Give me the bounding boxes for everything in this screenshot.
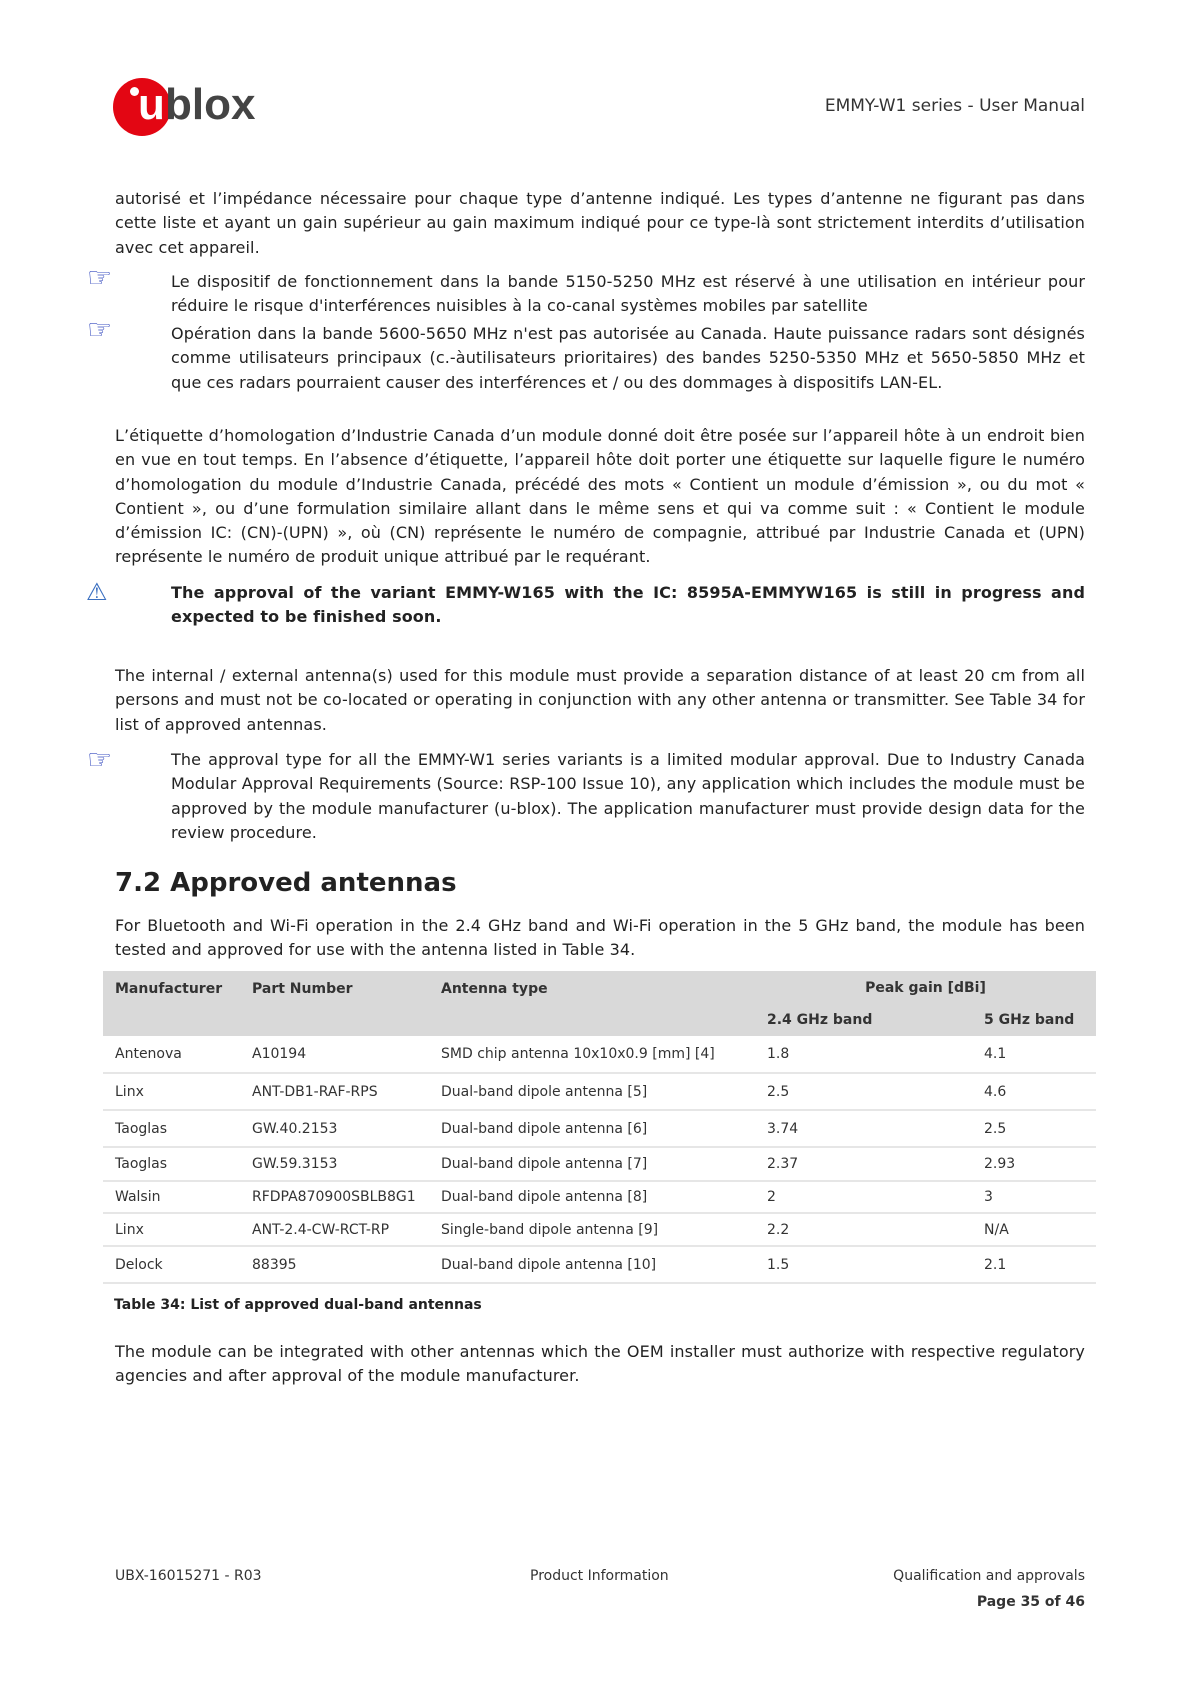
header-peak-gain: Peak gain [dBi] [755,971,1096,1004]
section-heading: 7.2 Approved antennas [115,868,457,898]
cell-manufacturer: Taoglas [103,1110,240,1147]
cell-part-number: ANT-2.4-CW-RCT-RP [240,1213,429,1246]
cell-gain-5ghz: 2.93 [972,1147,1096,1181]
cell-gain-5ghz: 4.6 [972,1073,1096,1110]
document-title: EMMY-W1 series - User Manual [824,96,1085,116]
note-hand-icon: ☞ [87,261,113,294]
ublox-logo: u blox [113,78,273,140]
cell-antenna-type: Dual-band dipole antenna [5] [429,1073,755,1110]
cell-antenna-type: Single-band dipole antenna [9] [429,1213,755,1246]
cell-gain-2-4ghz: 3.74 [755,1110,972,1147]
cell-gain-2-4ghz: 1.8 [755,1036,972,1073]
header-part-number: Part Number [240,971,429,1036]
cell-gain-2-4ghz: 2.5 [755,1073,972,1110]
cell-part-number: ANT-DB1-RAF-RPS [240,1073,429,1110]
note-hand-icon: ☞ [87,743,113,776]
cell-gain-5ghz: 2.5 [972,1110,1096,1147]
cell-gain-5ghz: N/A [972,1213,1096,1246]
paragraph: The internal / external antenna(s) used for this module must provide a separation distance of at least 20 cm from all persons and must not be co-located or operating in conjunction with any other antenna or transmitter. See Table 34 for list of approved antennas. [115,666,1085,734]
header-antenna-type: Antenna type [429,971,755,1036]
cell-antenna-type: Dual-band dipole antenna [10] [429,1246,755,1283]
footer-center: Product Information [530,1568,669,1584]
cell-manufacturer: Walsin [103,1181,240,1213]
cell-part-number: GW.40.2153 [240,1110,429,1147]
table-row [103,1073,1096,1110]
cell-part-number: 88395 [240,1246,429,1283]
note-text: Le dispositif de fonctionnement dans la bande 5150-5250 MHz est réservé à une utilisation en intérieur pour réduire le risque d'interférences nuisibles à la co-canal systèmes mobiles par satellite [171,272,1085,316]
cell-manufacturer: Delock [103,1246,240,1283]
cell-antenna-type: SMD chip antenna 10x10x0.9 [mm] [4] [429,1036,755,1073]
cell-gain-5ghz: 4.1 [972,1036,1096,1073]
table-row [103,1181,1096,1213]
cell-antenna-type: Dual-band dipole antenna [7] [429,1147,755,1181]
table-row [103,1147,1096,1181]
table-row [103,1036,1096,1073]
cell-gain-2-4ghz: 1.5 [755,1246,972,1283]
paragraph: L’étiquette d’homologation d’Industrie Canada d’un module donné doit être posée sur l’appareil hôte à un endroit bien en vue en tout temps. En l’absence d’étiquette, l’appareil hôte doit porter une étiquette sur laquelle figure le numéro d’homologation du module d’Industrie Canada, précédé des mots « Contient un module d’émission », ou du mot « Contient », ou d’une formulation similaire allant dans le même sens et qui va comme suit : « Contient le module d’émission IC: (CN)-(UPN) », où (CN) représente le numéro de compagnie, attribué par Industrie Canada et (UPN) représente le numéro de produit unique attribué par le requérant. [115,426,1085,567]
header-5ghz: 5 GHz band [972,1004,1096,1036]
note-hand-icon: ☞ [87,313,113,346]
cell-manufacturer: Linx [103,1213,240,1246]
cell-gain-2-4ghz: 2 [755,1181,972,1213]
cell-gain-5ghz: 3 [972,1181,1096,1213]
cell-manufacturer: Antenova [103,1036,240,1073]
warning-text: The approval of the variant EMMY-W165 with the IC: 8595A-EMMYW165 is still in progress and expected to be finished soon. [171,583,1085,627]
header-manufacturer: Manufacturer [103,971,240,1036]
cell-part-number: GW.59.3153 [240,1147,429,1181]
note-text: The approval type for all the EMMY-W1 series variants is a limited modular approval. Due to Industry Canada Modular Approval Requirements (Source: RSP-100 Issue 10), any application which includes the module must be approved by the module manufacturer (u-blox). The application manufacturer must provide design data for the review procedure. [171,750,1085,842]
paragraph: autorisé et l’impédance nécessaire pour chaque type d’antenne indiqué. Les types d’antenne ne figurant pas dans cette liste et ayant un gain supérieur au gain maximum indiqué pour ce type-là sont strictement interdits d’utilisation avec cet appareil. [115,189,1085,257]
warning-icon: ⚠ [86,578,108,606]
cell-gain-2-4ghz: 2.2 [755,1213,972,1246]
footer-section: Qualification and approvals [893,1568,1085,1584]
cell-part-number: A10194 [240,1036,429,1073]
table-row [103,1246,1096,1283]
table-row [103,1213,1096,1246]
note-text: Opération dans la bande 5600-5650 MHz n'est pas autorisée au Canada. Haute puissance radars sont désignés comme utilisateurs principaux (c.-àutilisateurs prioritaires) des bandes 5250-5350 MHz et 5650-5850 MHz et que ces radars pourraient causer des interférences et / ou des dommages à dispositifs LAN-EL. [171,324,1085,392]
cell-gain-2-4ghz: 2.37 [755,1147,972,1181]
cell-gain-5ghz: 2.1 [972,1246,1096,1283]
header-2-4ghz: 2.4 GHz band [755,1004,972,1036]
cell-antenna-type: Dual-band dipole antenna [8] [429,1181,755,1213]
paragraph: The module can be integrated with other antennas which the OEM installer must authorize with respective regulatory agencies and after approval of the module manufacturer. [115,1342,1085,1386]
paragraph: For Bluetooth and Wi-Fi operation in the 2.4 GHz band and Wi-Fi operation in the 5 GHz band, the module has been tested and approved for use with the antenna listed in Table 34. [115,916,1085,960]
page-number: Page 35 of 46 [976,1594,1085,1610]
footer-doc-number: UBX-16015271 - R03 [115,1568,262,1584]
table-caption: Table 34: List of approved dual-band antennas [114,1297,482,1313]
cell-manufacturer: Taoglas [103,1147,240,1181]
cell-antenna-type: Dual-band dipole antenna [6] [429,1110,755,1147]
approved-antennas-table [103,971,1096,1284]
table-row [103,1110,1096,1147]
cell-part-number: RFDPA870900SBLB8G1 [240,1181,429,1213]
cell-manufacturer: Linx [103,1073,240,1110]
